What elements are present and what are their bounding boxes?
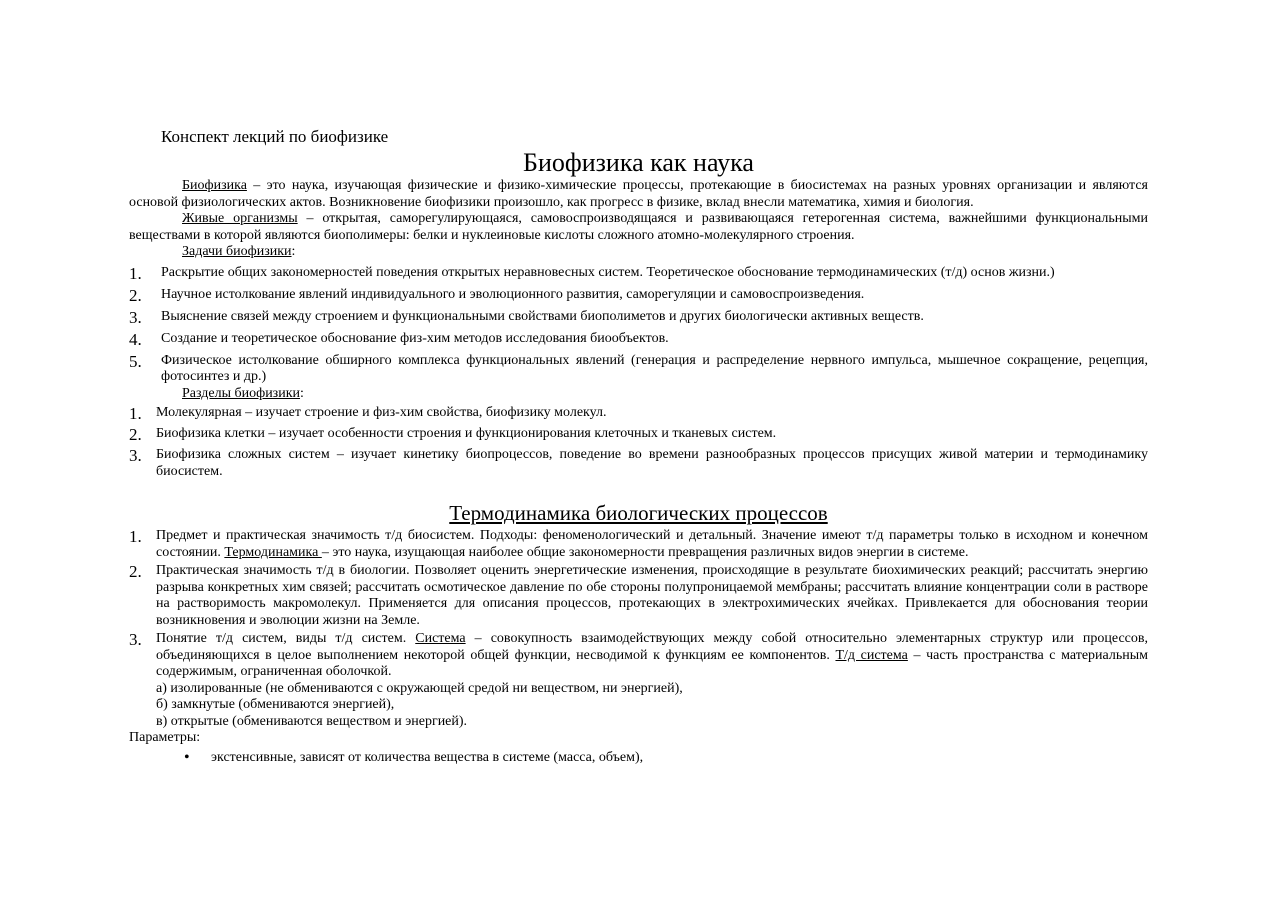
section-title-thermodynamics: Термодинамика биологических процессов	[449, 501, 828, 525]
definition-text: – открытая, саморегулирующаяся, самовоспроизводящаяся и развивающаяся гетерогенная система, важнейшими функциональными веществами в которой являются биополимеры: белки и нуклеиновые кислоты сложного атомно-молекулярного строения.	[129, 211, 1148, 243]
list-item: 1. Молекулярная – изучает строение и физ-хим свойства, биофизику молекул.	[129, 404, 607, 423]
bullet-icon: •	[184, 748, 190, 766]
system-type-isolated: а) изолированные (не обмениваются с окружающей средой ни веществом, ни энергией),	[156, 680, 683, 696]
term-system: Система	[415, 631, 466, 646]
list-item: 5. Физическое истолкование обширного комплекса функциональных явлений (генерация и распределение нервного импульса, мышечное сокращение, рецепция, фотосинтез и др.)	[129, 351, 1148, 384]
list-item: 1. Предмет и практическая значимость т/д биосистем. Подходы: феноменологический и детальный. Значение имеют т/д параметры только в исходном и конечном состоянии. Термодинамика – это наука, изущающая наиболее общие закономерности превращения различных видов энергии в системе.	[129, 527, 1148, 560]
system-type-closed: б) замкнутые (обмениваются энергией),	[156, 697, 395, 712]
term-living-organisms: Живые организмы	[182, 211, 298, 226]
list-item: 2. Практическая значимость т/д в биологии. Позволяет оценить энергетические изменения, происходящие в результате биохимических реакций; рассчитать энергию разрыва конкретных хим связей; рассчитать осмотическое давление по обе стороны полупроницаемой мембраны; рассчитать влияние концентрации соли в растворе на растворимость макромолекул. Применяется для описания процессов, протекающих в электрохимических ячейках. Привлекается для обоснования теории возникновения и эволюции жизни на Земле.	[129, 562, 1148, 628]
term-td-system: Т/д система	[835, 647, 908, 663]
system-type-open: в) открытые (обмениваются веществом и энергией).	[156, 713, 468, 729]
section-title-biophysics: Биофизика как наука	[523, 148, 754, 177]
document-page	[129, 126, 1148, 766]
definition-text: – это наука, изучающая физические и физико-химические процессы, протекающие в биосистемах на разных уровнях организации и являются основой физиологических актов. Возникновение биофизики произошло, как прогресс в физике, вклад внесли математика, химия и биология.	[129, 178, 1148, 210]
sections-heading: Разделы биофизики:	[182, 385, 304, 401]
definition-living-organisms	[129, 211, 1148, 244]
definition-biophysics	[129, 178, 1148, 211]
parameters-label: Параметры:	[129, 730, 201, 745]
document-title: Конспект лекций по биофизике	[161, 127, 389, 146]
list-item: 3. Биофизика сложных систем – изучает кинетику биопроцессов, поведение во времени разнообразных процессов присущих живой материи и термодинамику биосистем.	[129, 446, 1148, 479]
list-item: 3. Понятие т/д систем, виды т/д систем. Система – совокупность взаимодействующих между собой относительно элементарных структур или процессов, объединяющихся в целое выполнением некоторой общей функции, несводимой к функциям ее компонентов. Т/д система – часть пространства с материальным содержимым, ограниченная оболочкой.	[129, 630, 1149, 679]
term-thermodynamics: Термодинамика	[224, 544, 322, 560]
tasks-heading: Задачи биофизики:	[182, 244, 296, 259]
list-item: 4. Создание и теоретическое обоснование физ-хим методов исследования биообъектов.	[129, 329, 669, 349]
bullet-item: • экстенсивные, зависят от количества вещества в системе (масса, объем),	[184, 748, 644, 766]
list-item: 2. Научное истолкование явлений индивидуального и эволюционного развития, саморегуляции и самовоспроизведения.	[129, 285, 865, 305]
term-biophysics: Биофизика	[182, 178, 247, 193]
list-item: 2. Биофизика клетки – изучает особенности строения и функционирования клеточных и тканевых систем.	[129, 425, 777, 444]
thermodynamics-list	[129, 528, 1148, 681]
sections-list	[129, 405, 1148, 480]
list-item: 3. Выяснение связей между строением и функциональными свойствами биополиметов и других биологически активных веществ.	[129, 307, 924, 327]
list-item: 1. Раскрытие общих закономерностей поведения открытых неравновесных систем. Теоретическое обоснование термодинамических (т/д) основ жизни.)	[129, 263, 1055, 283]
tasks-list	[129, 265, 1148, 386]
